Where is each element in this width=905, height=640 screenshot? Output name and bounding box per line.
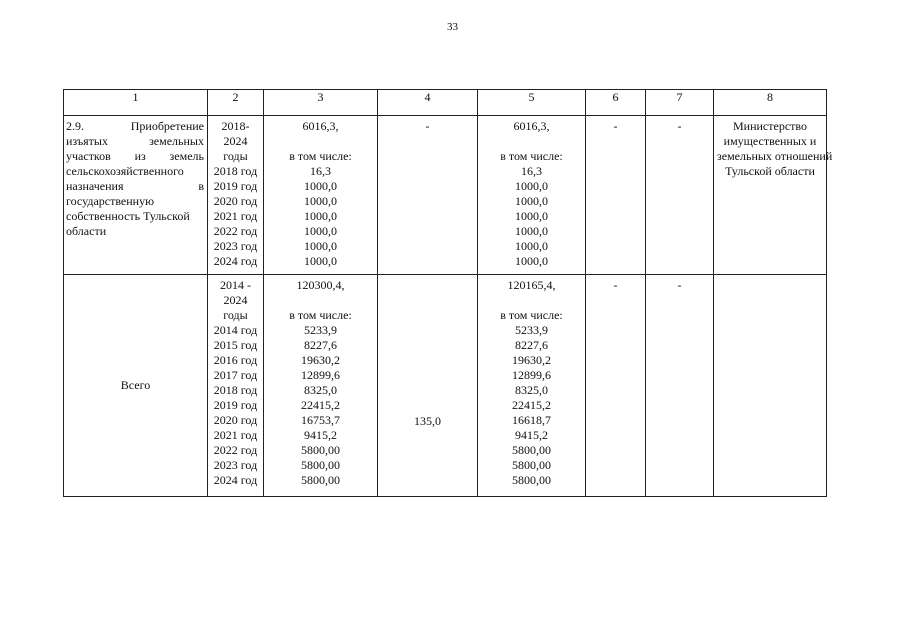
amount-line: 5800,00: [512, 443, 551, 457]
amount-line: 1000,0: [515, 209, 548, 223]
period-line: 2020 год: [213, 194, 258, 208]
measure-name-line: области: [66, 224, 107, 238]
measure-name-line: 2.9. Приобретение: [66, 119, 204, 133]
period-line: 2019 год: [213, 179, 258, 193]
amount-line: 6016,3,: [302, 119, 339, 133]
table-row-total: [64, 275, 827, 497]
amount-line: 6016,3,: [513, 119, 550, 133]
amount-line: 8325,0: [304, 383, 337, 397]
amount-line: 120165,4,: [507, 278, 556, 292]
amount-line: 1000,0: [304, 239, 337, 253]
amount-line: 5800,00: [512, 458, 551, 472]
amount-line: 1000,0: [304, 194, 337, 208]
amount-line: 12899,6: [301, 368, 340, 382]
period-line: 2021 год: [213, 428, 258, 442]
amount-line: 8227,6: [515, 338, 548, 352]
header-col-1: 1: [64, 90, 208, 116]
amount-line: 5233,9: [304, 323, 337, 337]
amount-line: в том числе:: [500, 308, 563, 322]
period-line: 2022 год: [213, 224, 258, 238]
total-col6-cell: [586, 275, 646, 497]
total-amount-cell: [264, 116, 378, 275]
measure-name-line: назначения в: [66, 179, 204, 193]
page-number: 33: [447, 21, 458, 33]
col7-cell: [646, 116, 714, 275]
amount-line: в том числе:: [289, 149, 352, 163]
total-col3-cell: [264, 275, 378, 497]
responsible-line: Министерство: [733, 119, 807, 133]
amount-line: 5233,9: [515, 323, 548, 337]
period-line: 2022 год: [213, 443, 258, 457]
amount-line: 1000,0: [515, 194, 548, 208]
period-line: 2023 год: [213, 239, 258, 253]
measure-name-line: сельскохозяйственного: [66, 164, 184, 178]
amount-line: 1000,0: [515, 224, 548, 238]
total-label: Всего: [120, 378, 151, 392]
total-label-cell: [64, 275, 208, 497]
period-line: 2014 год: [213, 323, 258, 337]
amount-line: 1000,0: [515, 179, 548, 193]
period-line: 2019 год: [213, 398, 258, 412]
total-col7-cell: [646, 275, 714, 497]
amount-line: 12899,6: [512, 368, 551, 382]
regional-budget-cell: [478, 116, 586, 275]
period-line: 2024: [223, 293, 248, 307]
amount-line: 16753,7: [301, 413, 340, 427]
measure-name-line: собственность Тульской: [66, 209, 190, 223]
amount-line: [481, 134, 582, 149]
total-col8-cell: [714, 275, 827, 497]
total-period-cell: [208, 275, 264, 497]
period-line: 2014 -: [220, 278, 251, 292]
amount-line: 22415,2: [512, 398, 551, 412]
period-line: 2023 год: [213, 458, 258, 472]
total-col7-value: -: [677, 278, 682, 292]
total-col4-value: 135,0: [414, 414, 441, 428]
col6-value: -: [613, 119, 618, 133]
amount-line: в том числе:: [289, 308, 352, 322]
responsible-line: Тульской области: [725, 164, 815, 178]
header-row: [64, 90, 827, 116]
period-line: 2020 год: [213, 413, 258, 427]
period-cell: [208, 116, 264, 275]
amount-line: [481, 293, 582, 308]
period-line: 2018 год: [213, 383, 258, 397]
amount-line: 19630,2: [301, 353, 340, 367]
amount-line: 22415,2: [301, 398, 340, 412]
amount-line: 1000,0: [304, 224, 337, 238]
period-line: 2018 год: [213, 164, 258, 178]
total-col6-value: -: [613, 278, 618, 292]
amount-line: 1000,0: [515, 239, 548, 253]
header-col-6: 6: [586, 90, 646, 116]
period-line: 2015 год: [213, 338, 258, 352]
responsible-line: имущественных и: [723, 134, 817, 148]
responsible-cell: [714, 116, 833, 275]
period-line: 2017 год: [213, 368, 258, 382]
total-col4-cell: [378, 275, 478, 497]
measure-name-line: изъятых земельных: [66, 134, 204, 148]
amount-line: 8325,0: [515, 383, 548, 397]
amount-line: [267, 293, 374, 308]
period-line: 2024 год: [213, 254, 258, 268]
amount-line: 1000,0: [304, 179, 337, 193]
amount-line: 16,3: [310, 164, 331, 178]
amount-line: 1000,0: [515, 254, 548, 268]
amount-line: 5800,00: [301, 458, 340, 472]
header-col-5: 5: [478, 90, 586, 116]
measure-name-line: государственную: [66, 194, 155, 208]
measure-name-cell: [64, 116, 208, 275]
period-line: 2018-: [221, 119, 250, 133]
amount-line: [267, 134, 374, 149]
responsible-line: земельных отношений: [717, 149, 833, 163]
header-col-8: 8: [714, 90, 827, 116]
col6-cell: [586, 116, 646, 275]
period-line: 2024 год: [213, 473, 258, 487]
amount-line: 16618,7: [512, 413, 551, 427]
amount-line: 9415,2: [304, 428, 337, 442]
period-line: 2016 год: [213, 353, 258, 367]
period-line: 2024: [223, 134, 248, 148]
measure-name-line: участков из земель: [66, 149, 204, 163]
table-row-2-9: [64, 116, 827, 275]
budget-table: [63, 89, 833, 497]
amount-line: 5800,00: [301, 443, 340, 457]
header-col-2: 2: [208, 90, 264, 116]
period-line: годы: [223, 149, 248, 163]
col4-value: -: [425, 119, 430, 133]
amount-line: в том числе:: [500, 149, 563, 163]
federal-budget-cell: [378, 116, 478, 275]
amount-line: 120300,4,: [296, 278, 345, 292]
amount-line: 5800,00: [301, 473, 340, 487]
amount-line: 16,3: [521, 164, 542, 178]
header-col-7: 7: [646, 90, 714, 116]
total-col5-cell: [478, 275, 586, 497]
amount-line: 8227,6: [304, 338, 337, 352]
header-col-4: 4: [378, 90, 478, 116]
amount-line: 1000,0: [304, 254, 337, 268]
header-col-3: 3: [264, 90, 378, 116]
period-line: годы: [223, 308, 248, 322]
col7-value: -: [677, 119, 682, 133]
amount-line: 1000,0: [304, 209, 337, 223]
period-line: 2021 год: [213, 209, 258, 223]
total-col8-value: [714, 275, 826, 280]
amount-line: 19630,2: [512, 353, 551, 367]
amount-line: 9415,2: [515, 428, 548, 442]
amount-line: 5800,00: [512, 473, 551, 487]
